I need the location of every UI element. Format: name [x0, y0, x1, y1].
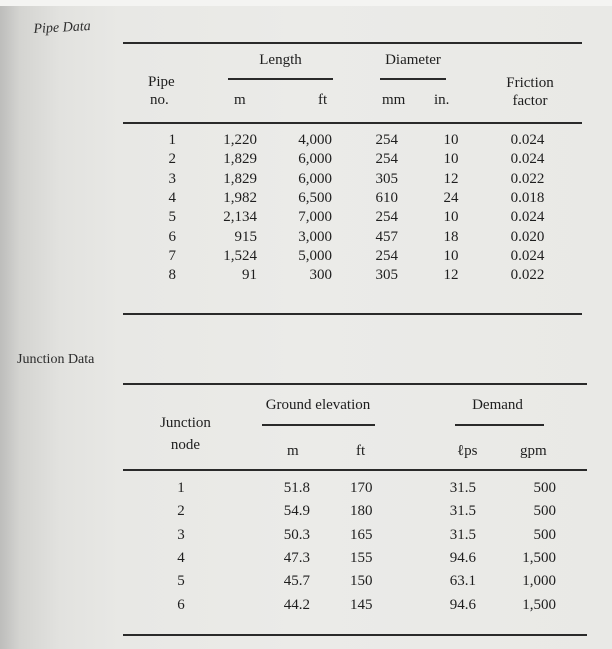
elevation-ft-cell: 150: [350, 573, 373, 590]
friction-factor-cell: 0.022: [510, 267, 545, 284]
length-m-cell: 1,524: [223, 247, 257, 264]
pipe-table-top-rule: [123, 42, 582, 44]
elevation-ft-cell: 155: [350, 549, 373, 566]
length-ft-cell: 300: [309, 267, 332, 284]
elevation-ft-cell: 165: [350, 526, 373, 543]
diameter-mm-header: mm: [382, 92, 406, 108]
diameter-mm-cell: 305: [375, 267, 398, 284]
pipe-no-cell: 2: [168, 151, 176, 168]
length-ft-cell: 7,000: [298, 209, 332, 226]
junction-node-cell: 6: [177, 596, 185, 613]
diameter-in-cell: 10: [443, 209, 459, 226]
junction-table-header-rule: [123, 469, 587, 471]
elevation-m-header: m: [287, 443, 299, 459]
ground-elevation-group-header: Ground elevation: [265, 397, 371, 413]
elevation-m-cell: 45.7: [283, 573, 310, 590]
length-ft-cell: 6,000: [298, 170, 332, 187]
demand-gpm-cell: 1,000: [522, 573, 556, 590]
pipe-no-header-line1: Pipe: [148, 74, 175, 90]
length-m-cell: 91: [242, 267, 257, 284]
friction-factor-cell: 0.024: [510, 247, 545, 264]
elevation-ft-cell: 170: [350, 480, 373, 496]
pipe-no-cell: 6: [168, 228, 176, 245]
ground-elevation-underline: [262, 424, 375, 426]
diameter-mm-cell: 457: [375, 228, 398, 245]
length-m-header: m: [234, 92, 246, 108]
elevation-m-cell: 54.9: [283, 503, 310, 520]
demand-gpm-header: gpm: [520, 443, 547, 459]
diameter-mm-cell: 610: [375, 189, 398, 206]
diameter-in-cell: 18: [443, 228, 459, 245]
pipe-no-cell: 4: [168, 189, 176, 206]
pipe-no-cell: 5: [168, 209, 176, 226]
junction-node-header-line2: node: [170, 437, 201, 453]
friction-factor-cell: 0.018: [510, 189, 545, 206]
junction-node-cell: 5: [177, 573, 185, 590]
diameter-in-cell: 10: [443, 132, 459, 148]
diameter-group-header: Diameter: [385, 52, 441, 68]
demand-lps-cell: 94.6: [449, 596, 476, 613]
length-group-header: Length: [259, 52, 302, 68]
length-ft-cell: 5,000: [298, 247, 332, 264]
demand-gpm-cell: 1,500: [522, 596, 556, 613]
length-group-underline: [228, 78, 333, 80]
junction-table-top-rule: [123, 383, 587, 385]
elevation-m-cell: 44.2: [283, 596, 310, 613]
diameter-mm-cell: 254: [375, 151, 398, 168]
pipe-no-cell: 7: [168, 247, 176, 264]
length-ft-cell: 6,000: [298, 151, 332, 168]
pipe-data-title: Pipe Data: [33, 19, 92, 38]
junction-node-cell: 4: [177, 549, 185, 566]
demand-lps-cell: 31.5: [449, 526, 476, 543]
length-m-cell: 1,982: [223, 189, 257, 206]
diameter-group-underline: [380, 78, 446, 80]
length-ft-cell: 6,500: [298, 189, 332, 206]
length-m-cell: 2,134: [223, 209, 257, 226]
demand-gpm-cell: 1,500: [522, 549, 556, 566]
demand-gpm-cell: 500: [533, 526, 556, 543]
length-m-cell: 1,829: [223, 151, 257, 168]
diameter-in-cell: 12: [443, 170, 459, 187]
length-m-cell: 915: [234, 228, 257, 245]
length-ft-cell: 4,000: [298, 132, 332, 148]
demand-lps-header: ℓps: [457, 443, 478, 459]
paper-edge: [0, 0, 612, 6]
junction-table-bottom-rule: [123, 634, 587, 636]
friction-header-line1: Friction: [506, 75, 554, 91]
pipe-no-header-line2: no.: [150, 92, 169, 108]
elevation-m-cell: 50.3: [283, 526, 310, 543]
elevation-m-cell: 47.3: [283, 549, 310, 566]
demand-underline: [455, 424, 544, 426]
junction-node-cell: 1: [177, 480, 185, 496]
diameter-mm-cell: 254: [375, 209, 398, 226]
demand-group-header: Demand: [472, 397, 523, 413]
friction-factor-cell: 0.022: [510, 170, 545, 187]
pipe-table-header-rule: [123, 122, 582, 124]
diameter-in-cell: 10: [443, 247, 459, 264]
junction-node-cell: 3: [177, 526, 185, 543]
elevation-ft-header: ft: [356, 443, 366, 459]
length-ft-cell: 3,000: [298, 228, 332, 245]
elevation-m-cell: 51.8: [283, 480, 310, 496]
diameter-in-header: in.: [434, 92, 450, 108]
length-ft-header: ft: [318, 92, 328, 108]
diameter-mm-cell: 254: [375, 247, 398, 264]
pipe-no-cell: 1: [168, 132, 176, 148]
pipe-no-cell: 3: [168, 170, 176, 187]
elevation-ft-cell: 180: [350, 503, 373, 520]
length-m-cell: 1,220: [223, 132, 257, 148]
friction-header-line2: factor: [512, 93, 548, 109]
demand-gpm-cell: 500: [533, 480, 556, 496]
pipe-no-cell: 8: [168, 267, 176, 284]
elevation-ft-cell: 145: [350, 596, 373, 613]
demand-lps-cell: 63.1: [449, 573, 476, 590]
demand-lps-cell: 31.5: [449, 480, 476, 496]
diameter-in-cell: 10: [443, 151, 459, 168]
friction-factor-cell: 0.020: [510, 228, 545, 245]
length-m-cell: 1,829: [223, 170, 257, 187]
diameter-mm-cell: 254: [375, 132, 398, 148]
junction-data-title: Junction Data: [17, 352, 95, 367]
friction-factor-cell: 0.024: [510, 209, 545, 226]
friction-factor-cell: 0.024: [510, 132, 545, 148]
junction-node-header-line1: Junction: [160, 415, 211, 431]
friction-factor-cell: 0.024: [510, 151, 545, 168]
demand-lps-cell: 94.6: [449, 549, 476, 566]
diameter-mm-cell: 305: [375, 170, 398, 187]
demand-lps-cell: 31.5: [449, 503, 476, 520]
pipe-table-bottom-rule: [123, 313, 582, 315]
diameter-in-cell: 12: [443, 267, 459, 284]
junction-node-cell: 2: [177, 503, 185, 520]
demand-gpm-cell: 500: [533, 503, 556, 520]
diameter-in-cell: 24: [443, 189, 459, 206]
